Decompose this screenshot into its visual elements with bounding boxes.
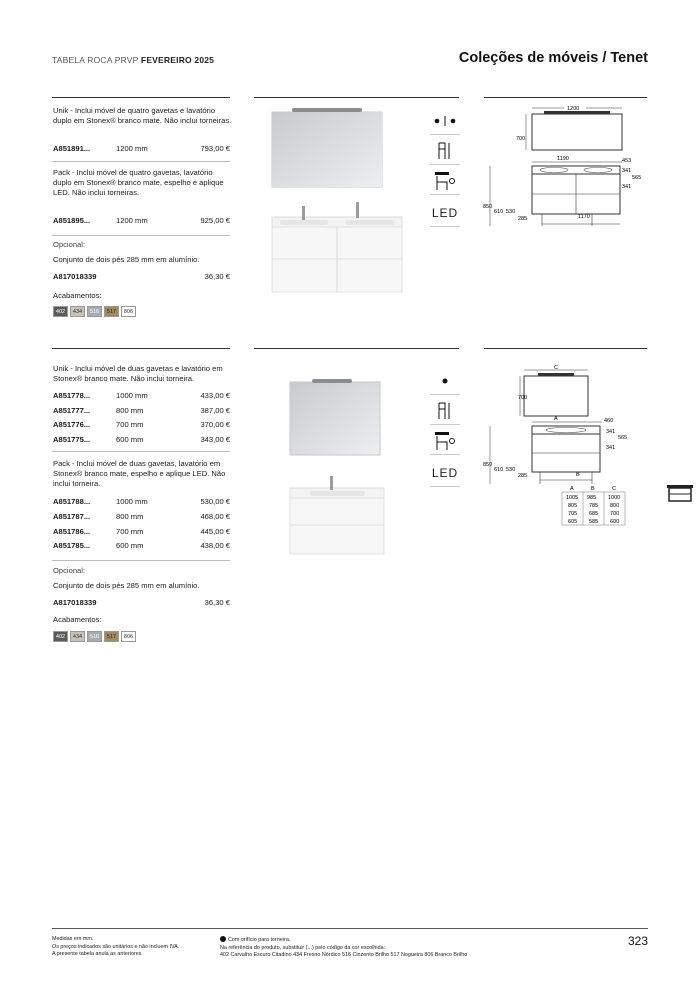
furniture-section-icon (665, 483, 695, 505)
optional-label: Opcional: (53, 240, 86, 249)
footer-note: A presente tabela anula as anteriores. (52, 951, 143, 957)
divider (52, 451, 230, 452)
dim-depth: 453 (622, 158, 632, 164)
footer-notes (52, 936, 179, 959)
divider (484, 97, 647, 98)
swatch-517: 517 (104, 306, 119, 317)
product-size: 1200 mm (116, 216, 148, 225)
price-row (53, 391, 230, 402)
price-row (53, 497, 230, 508)
footer-divider (52, 928, 648, 929)
product-code: A851891... (53, 144, 91, 153)
price-row (53, 420, 230, 431)
footer-note: Com orifício para torneira. (228, 937, 291, 943)
product-size: 1000 mm (116, 391, 148, 400)
product-price: 445,00 € (200, 527, 230, 536)
product-description: Unik - Inclui móvel de duas gavetas e lavatório em Stonex® branco mate. Não inclui torneira. (53, 364, 223, 383)
dim-d1: 341 (606, 429, 616, 435)
product-description: Pack - Inclui móvel de quatro gavetas, lavatório duplo em Stonex® branco mate, espelho e aplique LED. Não inclui torneiras. (53, 168, 224, 197)
swatch-517: 517 (104, 631, 119, 642)
page-number: 323 (627, 934, 648, 948)
product-code: A851777... (53, 406, 91, 415)
dim-mirror-height: 700 (516, 136, 526, 142)
drawer-unit-icon (430, 398, 460, 425)
table-header-b: B (591, 486, 595, 492)
table-cell: 600 (610, 519, 620, 525)
product-image-double-vanity (262, 102, 412, 297)
product-size: 800 mm (116, 512, 144, 521)
table-cell: 705 (568, 511, 578, 517)
product-description: Unik - Inclui móvel de quatro gavetas e lavatório duplo em Stonex® branco mate. Não inclui torneiras. (53, 106, 232, 125)
mirror-light-icon (430, 428, 460, 455)
divider (484, 348, 647, 349)
swatch-516: 516 (87, 306, 102, 317)
technical-drawing-2 (482, 362, 652, 532)
dim-d3: 341 (622, 184, 632, 190)
dim-d1: 341 (622, 168, 632, 174)
table-cell: 585 (589, 519, 599, 525)
dim-a: A (554, 416, 558, 422)
optional-label: Opcional: (53, 566, 86, 575)
price-row (53, 272, 230, 283)
product-code: A851786... (53, 527, 91, 536)
finishes-label: Acabamentos: (53, 291, 102, 300)
product-code: A851787... (53, 512, 91, 521)
product-price: 36,30 € (204, 598, 230, 607)
table-cell: 800 (610, 503, 620, 509)
product-code: A851895... (53, 216, 91, 225)
divider (254, 97, 459, 98)
product-price: 925,00 € (200, 216, 230, 225)
swatch-806: 806 (121, 631, 136, 642)
divider (52, 348, 230, 349)
swatch-402: 402 (53, 306, 68, 317)
finish-swatches (53, 631, 136, 642)
table-cell: 785 (589, 503, 599, 509)
price-row (53, 216, 230, 227)
product-code: A851776... (53, 420, 91, 429)
size-table (562, 486, 625, 525)
swatch-516: 516 (87, 631, 102, 642)
price-row (53, 512, 230, 523)
finish-swatches (53, 306, 136, 317)
footer-note: Os preços indicados são unitários e não incluem IVA. (52, 943, 180, 950)
taphole-dot-icon (220, 936, 226, 942)
dim-base-width: 1170 (578, 214, 590, 220)
dim-h4: 285 (518, 473, 528, 479)
price-row (53, 406, 230, 417)
table-header-a: A (570, 486, 574, 492)
dim-h1: 850 (483, 204, 493, 210)
mirror-light-icon (430, 168, 460, 195)
dim-d2: 565 (618, 435, 628, 441)
product-code: A817018339 (53, 272, 97, 281)
dim-h2: 610 (494, 467, 504, 473)
table-header-c: C (612, 486, 616, 492)
divider (254, 348, 459, 349)
footer-legend (220, 936, 467, 960)
price-row (53, 144, 230, 155)
dim-depth: 460 (604, 418, 614, 424)
product-code: A851778... (53, 391, 91, 400)
product-size: 700 mm (116, 527, 144, 536)
product-size: 800 mm (116, 406, 144, 415)
price-row (53, 541, 230, 552)
table-cell: 985 (587, 495, 597, 501)
two-taphole-icon (430, 108, 460, 135)
divider (52, 235, 230, 236)
product-price: 793,00 € (200, 144, 230, 153)
table-cell: 805 (568, 503, 578, 509)
footer-note: Na referência do produto, substituir (...) pelo código da cor escolhida: (220, 944, 386, 951)
product-price: 343,00 € (200, 435, 230, 444)
drawer-unit-icon (430, 138, 460, 165)
table-cell: 1000 (608, 495, 621, 501)
swatch-434: 434 (70, 631, 85, 642)
led-icon: LED (430, 460, 460, 487)
divider (52, 97, 230, 98)
dim-d3: 341 (606, 445, 616, 451)
optional-description: Conjunto de dois pés 285 mm em alumínio. (53, 255, 200, 264)
dim-d2: 565 (632, 175, 642, 181)
single-taphole-icon (430, 368, 460, 395)
technical-drawing-1 (482, 102, 652, 242)
product-size: 1000 mm (116, 497, 148, 506)
swatch-434: 434 (70, 306, 85, 317)
price-row (53, 527, 230, 538)
product-code: A851775... (53, 435, 91, 444)
product-price: 468,00 € (200, 512, 230, 521)
product-size: 700 mm (116, 420, 144, 429)
dim-top-width: 1190 (557, 156, 569, 162)
product-price: 433,00 € (200, 391, 230, 400)
price-row (53, 435, 230, 446)
dim-c: C (554, 365, 558, 371)
header-meta (52, 55, 214, 65)
dim-mirror-width: 1200 (567, 106, 580, 112)
header-date: FEVEREIRO 2025 (140, 55, 215, 65)
product-image-single-vanity (282, 374, 392, 564)
optional-description: Conjunto de dois pés 285 mm em alumínio. (53, 581, 200, 590)
dim-mirror-height: 700 (518, 395, 528, 401)
product-price: 438,00 € (200, 541, 230, 550)
table-cell: 1005 (566, 495, 579, 501)
dim-b: B (576, 472, 580, 478)
dim-h4: 285 (518, 216, 528, 222)
swatch-402: 402 (53, 631, 68, 642)
product-code: A851788... (53, 497, 91, 506)
dim-h3: 530 (506, 209, 516, 215)
dim-h2: 610 (494, 209, 504, 215)
price-row (53, 598, 230, 609)
divider (52, 161, 230, 162)
footer-color-codes: 402 Carvalho Escuro Citadino 434 Fresno Nórdico 516 Cinzento Brilho 517 Nogueira 806 Branco Brilho (220, 952, 468, 958)
table-cell: 685 (589, 511, 599, 517)
product-size: 1200 mm (116, 144, 148, 153)
product-code: A851785... (53, 541, 91, 550)
product-price: 370,00 € (200, 420, 230, 429)
product-description: Pack - Inclui móvel de duas gavetas, lavatório em Stonex® branco mate, espelho e aplique LED. Não inclui torneira. (53, 459, 226, 488)
divider (52, 560, 230, 561)
footer-note: Medidas em mm. (52, 936, 94, 942)
header-prefix: TABELA ROCA PRVP (52, 55, 139, 65)
finishes-label: Acabamentos: (53, 615, 102, 624)
product-size: 600 mm (116, 435, 144, 444)
table-cell: 605 (568, 519, 578, 525)
dim-h1: 850 (483, 462, 493, 468)
page-title: Coleções de móveis / Tenet (458, 50, 648, 66)
product-size: 600 mm (116, 541, 144, 550)
swatch-806: 806 (121, 306, 136, 317)
table-cell: 700 (610, 511, 620, 517)
product-price: 530,00 € (200, 497, 230, 506)
dim-h3: 530 (506, 467, 516, 473)
product-price: 36,30 € (204, 272, 230, 281)
product-price: 387,00 € (200, 406, 230, 415)
product-code: A817018339 (53, 598, 97, 607)
led-icon: LED (430, 200, 460, 227)
